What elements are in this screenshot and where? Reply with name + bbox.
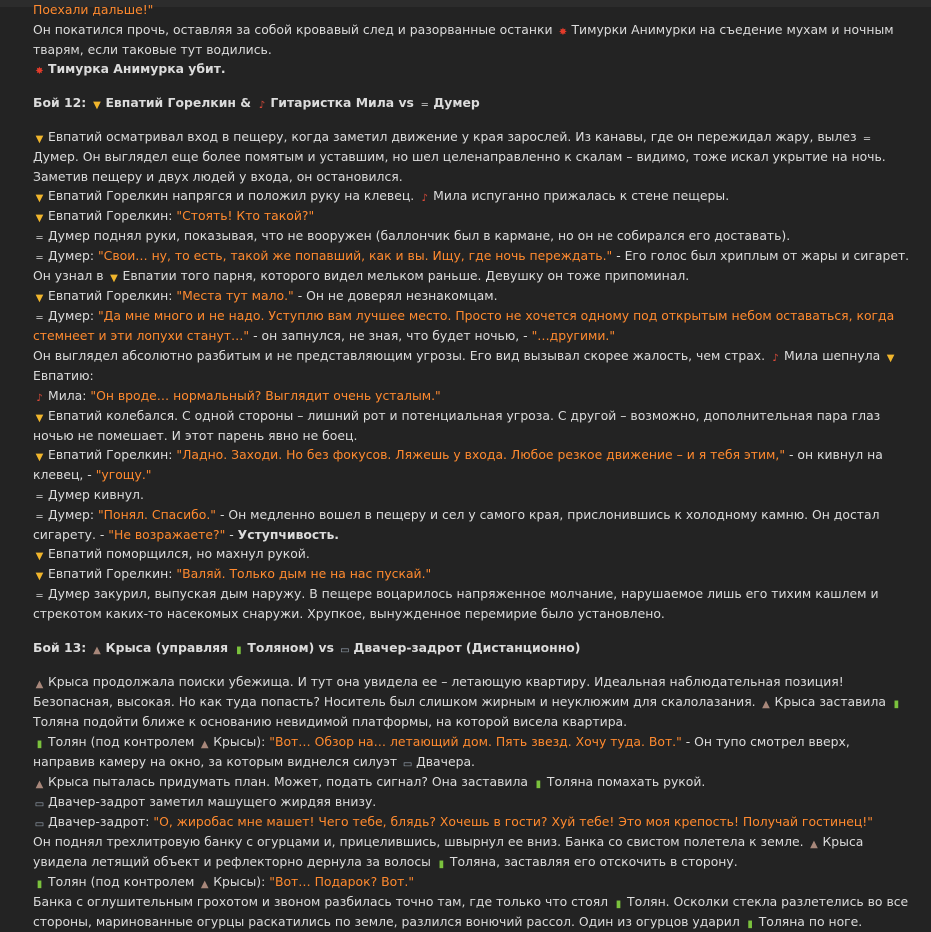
chat-line bbox=[33, 812, 915, 832]
narration-text: Думер: bbox=[48, 506, 98, 522]
narration-text: Евпатию: bbox=[33, 367, 94, 383]
chat-line bbox=[33, 485, 915, 505]
rat-icon: ▲ bbox=[762, 698, 770, 710]
bold-text: Двачер-задрот (Дистанционно) bbox=[353, 639, 581, 655]
narration-text: Он поднял трехлитровую банку с огурцами и, прицелившись, швырнул ее вниз. Банка со свистом полетела к земле. bbox=[33, 833, 808, 849]
narration-text: - Он тупо смотрел вверх, направив камеру на окно, за которым виднелся силуэт bbox=[33, 733, 850, 769]
narration-text: - он кивнул на клевец, - bbox=[33, 447, 883, 483]
chat-line bbox=[33, 406, 915, 446]
quote-text: "Валяй. Только дым не на нас пускай." bbox=[176, 566, 432, 582]
quote-text: "…другими." bbox=[531, 328, 616, 344]
rat-icon: ▲ bbox=[810, 838, 818, 850]
quote-text: "Не возражаете?" bbox=[108, 526, 226, 542]
chat-line bbox=[33, 892, 915, 932]
pickle-jar-icon: ▮ bbox=[36, 738, 43, 750]
pickle-jar-icon: ▮ bbox=[615, 898, 622, 910]
chat-log bbox=[33, 0, 915, 932]
beer-mug-icon: ▼ bbox=[35, 551, 44, 563]
narration-text: - Он не доверял незнакомцам. bbox=[293, 288, 498, 304]
narration-text: Евпатий Горелкин: bbox=[48, 208, 177, 224]
pickle-jar-icon: ▮ bbox=[36, 878, 43, 890]
cigarette-icon: ═ bbox=[36, 491, 43, 503]
rat-icon: ▲ bbox=[35, 678, 44, 690]
spacer bbox=[33, 79, 915, 93]
chat-line bbox=[33, 346, 915, 386]
chat-line bbox=[33, 226, 915, 246]
cigarette-icon: ═ bbox=[36, 591, 43, 603]
cigarette-icon: ═ bbox=[36, 511, 43, 523]
narration-text: Евпатий Горелкин: bbox=[48, 447, 177, 463]
bold-text: Гитаристка Мила vs bbox=[270, 95, 419, 111]
chat-line bbox=[33, 59, 915, 79]
quote-text: "Он вроде… нормальный? Выглядит очень усталым." bbox=[90, 387, 441, 403]
narration-text: Крыса пыталась придумать план. Может, подать сигнал? Она заставила bbox=[48, 773, 532, 789]
narration-text: Евпатий Горелкин: bbox=[48, 566, 177, 582]
chat-line bbox=[33, 206, 915, 226]
cigarette-icon: ═ bbox=[421, 100, 428, 112]
chat-line bbox=[33, 20, 915, 60]
beer-mug-icon: ▼ bbox=[35, 193, 44, 205]
narration-text: Крыса увидела летящий объект и рефлекторно дернула за волосы bbox=[33, 833, 864, 869]
laptop-icon: ▭ bbox=[402, 758, 413, 770]
narration-text: Толян (под контролем bbox=[48, 873, 199, 889]
quote-text: "Вот… Подарок? Вот." bbox=[269, 873, 415, 889]
cigarette-icon: ═ bbox=[863, 134, 870, 146]
quote-text: "Понял. Спасибо." bbox=[97, 506, 216, 522]
guitar-icon: ♪ bbox=[772, 352, 779, 364]
bold-text: Крыса (управляя bbox=[105, 639, 233, 655]
quote-text: "Ладно. Заходи. Но без фокусов. Ляжешь у входа. Любое резкое движение – и я тебя этим," bbox=[176, 447, 786, 463]
narration-text: Он выглядел абсолютно разбитым и не представляющим угрозы. Его вид вызывал скорее жалость, чем страх. bbox=[33, 347, 769, 363]
narration-text: Двачер-задрот: bbox=[48, 813, 154, 829]
chat-line bbox=[33, 544, 915, 564]
beer-mug-icon: ▼ bbox=[35, 571, 44, 583]
narration-text: Крысы): bbox=[213, 873, 270, 889]
narration-text: Толян. Осколки стекла разлетелись во все стороны, маринованные огурцы раскатились по земле, разлился вонючий рассол. Один из огурцов ударил bbox=[33, 893, 909, 929]
narration-text: Думер. Он выглядел еще более помятым и уставшим, но шел целенаправленно к скалам – видимо, тоже искал укрытие на ночь. Заметив пещеру и двух людей у входа, он остановился. bbox=[33, 149, 886, 184]
chat-line bbox=[33, 792, 915, 812]
chat-line bbox=[33, 0, 915, 20]
narration-text: Тимурки Анимурки на съедение мухам и ночным тварям, если таковые тут водились. bbox=[33, 21, 894, 57]
chat-line bbox=[33, 93, 915, 113]
beer-mug-icon: ▼ bbox=[35, 134, 44, 146]
rat-icon: ▲ bbox=[93, 644, 101, 656]
narration-text: Евпатий Горелкин напрягся и положил руку на клевец. bbox=[48, 188, 419, 204]
narration-text: - Он медленно вошел в пещеру и сел у самого края, прислонившись к холодному камню. Он достал сигарету. - bbox=[33, 506, 880, 542]
quote-text: "Да мне много и не надо. Уступлю вам лучшее место. Просто не хочется одному под открытым небом оставаться, когда стемнеет и эти лопухи станут…" bbox=[33, 308, 895, 344]
chat-line bbox=[33, 772, 915, 792]
spacer bbox=[33, 658, 915, 672]
narration-text: Толяна по ноге. bbox=[758, 913, 863, 929]
bold-text: Бой 12: bbox=[33, 95, 91, 111]
chat-line bbox=[33, 564, 915, 584]
narration-text: Евпатий осматривал вход в пещеру, когда заметил движение у края зарослей. Из канавы, где он пережидал жару, вылез bbox=[48, 129, 861, 145]
chat-line bbox=[33, 286, 915, 306]
chat-line bbox=[33, 732, 915, 772]
narration-text: Крыса продолжала поиски убежища. И тут она увидела ее – летающую квартиру. Идеальная наблюдательная позиция! Безопасная, высокая. Но как туда попасть? Носитель был слишком жирным и неуклюжим для скалолазания. bbox=[33, 673, 844, 709]
explosion-icon: ✸ bbox=[558, 26, 568, 38]
laptop-icon: ▭ bbox=[34, 798, 45, 810]
narration-text: Крыса заставила bbox=[774, 693, 890, 709]
beer-mug-icon: ▼ bbox=[93, 100, 101, 112]
narration-text: Мила испуганно прижалась к стене пещеры. bbox=[433, 188, 730, 204]
quote-text: Поехали дальше!" bbox=[33, 2, 154, 17]
bold-text: Тимурка Анимурка убит. bbox=[48, 61, 226, 77]
narration-text: Евпатий Горелкин: bbox=[48, 288, 177, 304]
laptop-icon: ▭ bbox=[34, 818, 45, 830]
chat-line bbox=[33, 306, 915, 346]
chat-line bbox=[33, 186, 915, 206]
quote-text: "Вот… Обзор на… летающий дом. Пять звезд. Хочу туда. Вот." bbox=[269, 733, 682, 749]
bold-text: Уступчивость. bbox=[237, 526, 339, 542]
narration-text: Он покатился прочь, оставляя за собой кровавый след и разорванные останки bbox=[33, 21, 557, 37]
rat-icon: ▲ bbox=[35, 778, 44, 790]
narration-text: Толян (под контролем bbox=[48, 733, 199, 749]
quote-text: "угощу." bbox=[95, 467, 152, 483]
narration-text: Думер кивнул. bbox=[48, 486, 144, 502]
bold-text: Толяном) vs bbox=[247, 639, 339, 655]
pickle-jar-icon: ▮ bbox=[236, 644, 242, 656]
narration-text: Мила: bbox=[48, 387, 91, 403]
beer-mug-icon: ▼ bbox=[35, 293, 44, 305]
bold-text: Думер bbox=[433, 95, 480, 111]
chat-line bbox=[33, 872, 915, 892]
chat-line bbox=[33, 445, 915, 485]
pickle-jar-icon: ▮ bbox=[747, 918, 753, 930]
narration-text: Думер поднял руки, показывая, что не вооружен (баллончик был в кармане, но он не собирался его доставать). bbox=[48, 228, 791, 244]
beer-mug-icon: ▼ bbox=[110, 273, 118, 285]
chat-line bbox=[33, 127, 915, 186]
bold-text: Бой 13: bbox=[33, 639, 91, 655]
guitar-icon: ♪ bbox=[36, 392, 43, 404]
beer-mug-icon: ▼ bbox=[35, 213, 44, 225]
narration-text: Евпатий колебался. С одной стороны – лишний рот и потенциальная угроза. С другой – возможно, дополнительная пара глаз ночью не помешает. И этот парень явно не боец. bbox=[33, 407, 881, 443]
narration-text: Думер: bbox=[48, 308, 98, 324]
cigarette-icon: ═ bbox=[36, 253, 43, 265]
pickle-jar-icon: ▮ bbox=[438, 858, 445, 870]
quote-text: "О, жиробас мне машет! Чего тебе, блядь? Хочешь в гости? Хуй тебе! Это моя крепость! Получай гостинец!" bbox=[153, 813, 873, 829]
laptop-icon: ▭ bbox=[340, 644, 350, 656]
rat-icon: ▲ bbox=[200, 878, 209, 890]
narration-text: Толяна подойти ближе к основанию невидимой платформы, на которой висела квартира. bbox=[33, 713, 628, 729]
narration-text: Евпатии того парня, которого видел мельком раньше. Девушку он тоже припоминал. bbox=[122, 268, 690, 284]
chat-line bbox=[33, 505, 915, 545]
narration-text: Толяна помахать рукой. bbox=[546, 773, 706, 789]
narration-text: Толяна, заставляя его отскочить в сторону. bbox=[449, 853, 738, 869]
pickle-jar-icon: ▮ bbox=[893, 698, 900, 710]
beer-mug-icon: ▼ bbox=[886, 352, 895, 364]
narration-text: Двачер-задрот заметил машущего жирдяя внизу. bbox=[48, 793, 377, 809]
spacer bbox=[33, 113, 915, 127]
beer-mug-icon: ▼ bbox=[35, 412, 44, 424]
narration-text: - bbox=[225, 526, 238, 542]
chat-line bbox=[33, 638, 915, 658]
guitar-icon: ♪ bbox=[258, 100, 266, 112]
narration-text: Крысы): bbox=[213, 733, 270, 749]
beer-mug-icon: ▼ bbox=[35, 452, 44, 464]
narration-text: Двачера. bbox=[416, 753, 475, 769]
bold-text: Евпатий Горелкин & bbox=[105, 95, 256, 111]
narration-text: Банка с оглушительным грохотом и звоном разбилась точно там, где только что стоял bbox=[33, 893, 613, 909]
explosion-icon: ✸ bbox=[35, 66, 44, 78]
narration-text: - Его голос был хриплым от жары и сигарет. Он узнал в bbox=[33, 248, 910, 284]
spacer bbox=[33, 624, 915, 638]
chat-line bbox=[33, 584, 915, 624]
quote-text: "Места тут мало." bbox=[176, 288, 294, 304]
chat-line bbox=[33, 246, 915, 286]
narration-text: Думер закурил, выпуская дым наружу. В пещере воцарилось напряженное молчание, нарушаемое лишь его тихим кашлем и стрекотом каких-то насекомых снаружи. Хрупкое, вынужденное перемирие было установлено. bbox=[33, 586, 879, 622]
chat-line bbox=[33, 672, 915, 732]
guitar-icon: ♪ bbox=[421, 193, 428, 205]
rat-icon: ▲ bbox=[200, 738, 209, 750]
quote-text: "Свои… ну, то есть, такой же попавший, как и вы. Ищу, где ночь переждать." bbox=[97, 248, 613, 264]
cigarette-icon: ═ bbox=[36, 233, 43, 245]
quote-text: "Стоять! Кто такой?" bbox=[176, 208, 315, 224]
narration-text: Думер: bbox=[48, 248, 98, 264]
cigarette-icon: ═ bbox=[36, 313, 43, 325]
chat-line bbox=[33, 386, 915, 406]
narration-text: Мила шепнула bbox=[784, 347, 885, 363]
narration-text: - он запнулся, не зная, что будет ночью, - bbox=[249, 328, 532, 344]
narration-text: Евпатий поморщился, но махнул рукой. bbox=[48, 546, 310, 562]
pickle-jar-icon: ▮ bbox=[535, 778, 542, 790]
